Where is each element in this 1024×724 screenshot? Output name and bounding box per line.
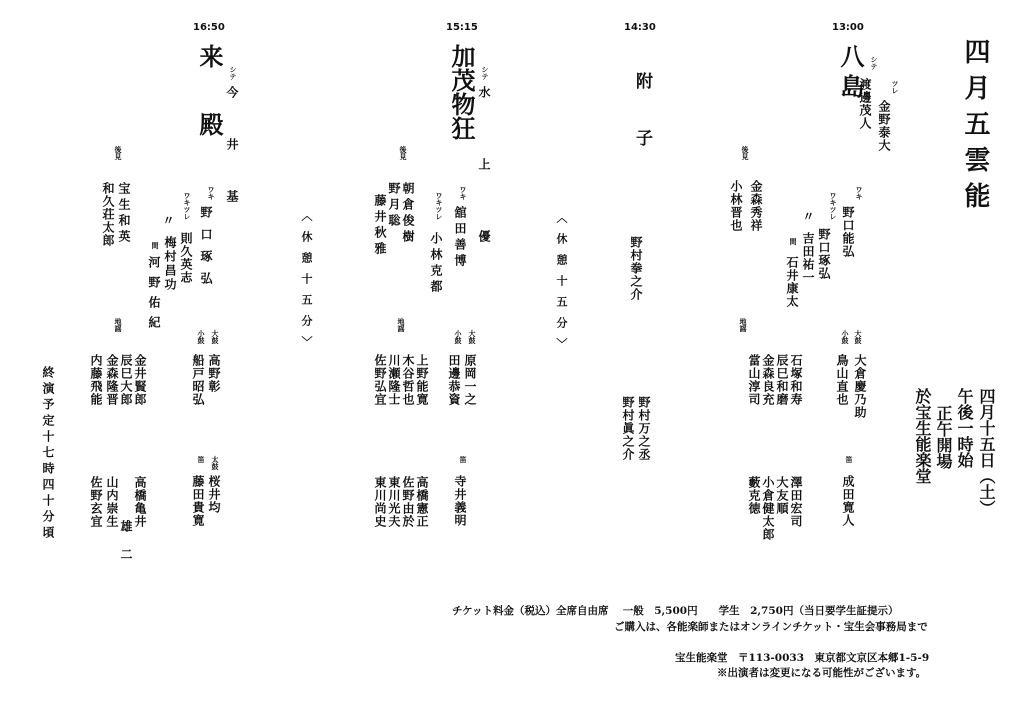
koken-name: 朝倉俊樹 [401, 182, 415, 246]
jiutai-label: 地謡 [114, 318, 123, 332]
hayashi-label: 笛 [845, 456, 854, 463]
program-time: 16:50 [193, 22, 225, 33]
performer-name: 河野佑紀 [147, 256, 161, 336]
role-label: シテ [229, 66, 238, 80]
performer-name: 野口琢弘 [199, 206, 213, 294]
jiutai-name: 上野能寛 [415, 354, 429, 406]
hayashi-label: 大鼓 [211, 330, 220, 344]
jiutai-name: 川瀬隆士 [387, 354, 401, 406]
hayashi-label: 小鼓 [454, 330, 463, 344]
program-title: 来殿 [195, 44, 224, 180]
hayashi-label: 笛 [459, 456, 468, 463]
jiutai-label: 地謡 [397, 318, 406, 332]
intermission-label: 〈休憩十五分〉 [555, 212, 568, 359]
performer-name: 渡邊茂人 [858, 78, 872, 130]
change-notice: ※出演者は変更になる可能性がございます。 [717, 667, 927, 679]
jiutai-name: 佐野玄宜 [89, 476, 103, 528]
role-label: ワキツレ [183, 192, 192, 220]
performer-name: 舘田善博 [453, 206, 467, 270]
jiutai-name: 金森良充 [761, 354, 775, 406]
jiutai-name: 佐野弘宜 [373, 354, 387, 406]
jiutai-label: 地謡 [739, 318, 748, 332]
program-time: 13:00 [832, 22, 864, 33]
role-label: 間 [151, 242, 160, 249]
program-title: 加茂物狂 [447, 44, 476, 140]
role-label: 間 [789, 238, 798, 245]
koken-name: 宝生和英 [117, 182, 131, 246]
jiutai-name: 辰巳和磨 [775, 354, 789, 406]
jiutai-name: 澤田宏司 [789, 476, 803, 528]
koken-name: 藤井秋雅 [373, 194, 387, 258]
hayashi-name: 寺井義明 [453, 475, 467, 527]
hayashi-label: 小鼓 [197, 330, 206, 344]
role-label: ワキ [459, 186, 468, 200]
hayashi-name: 船戸昭弘 [191, 354, 205, 406]
jiutai-name: 石塚和寿 [789, 354, 803, 406]
role-label: ツレ [891, 80, 900, 94]
jiutai-name: 高橋亀井 [133, 476, 147, 528]
jiutai-name: 小倉健太郎 [761, 476, 775, 541]
role-label: ワキ [855, 186, 864, 200]
jiutai-name: 山内崇生 [105, 476, 119, 528]
hayashi-name: 田邊恭資 [447, 354, 461, 406]
jiutai-name: 金森隆晋 [105, 354, 119, 406]
jiutai-name: 金井賢郎 [133, 354, 147, 406]
jiutai-name: 大友順 [775, 476, 789, 515]
role-label: ワキツレ [435, 192, 444, 220]
page-title: 四月五雲能 [960, 38, 990, 218]
role-label: シテ [870, 56, 879, 70]
jiutai-name: 内藤飛能 [89, 354, 103, 406]
kyogen-performer: 野村万之丞 [637, 396, 651, 461]
event-date: 四月十五日（土） [977, 388, 996, 516]
venue-address: 宝生能楽堂 〒113-0033 東京都文京区本郷1-5-9 [675, 652, 930, 664]
hayashi-name: 鳥山直也 [835, 354, 849, 406]
performer-name: 金野泰大 [877, 100, 891, 152]
hayashi-name: 高野彰 [207, 354, 221, 393]
jiutai-name: 辰巳大郎 [119, 354, 133, 406]
event-venue: 於宝生能楽堂 [913, 388, 932, 484]
program-title: 八島 [836, 44, 865, 104]
program-time: 15:15 [446, 22, 478, 33]
koken-name: 小林晋也 [729, 180, 743, 232]
end-time: 終演予定十七時四十分頃 [41, 366, 55, 542]
jiutai-name: 當山淳司 [747, 354, 761, 406]
jiutai-name: 雄二 [119, 520, 133, 576]
hayashi-label: 大鼓 [854, 330, 863, 344]
role-label: ワキツレ [829, 192, 838, 220]
kyogen-performer: 野村拳之介 [629, 236, 643, 301]
performer-name: 則久英志 [179, 232, 193, 284]
hayashi-name: 原岡一之 [463, 354, 477, 406]
koken-label: 後見 [114, 146, 123, 160]
program-time: 14:30 [624, 22, 656, 33]
program-title: 附子 [632, 72, 652, 186]
hayashi-label: 大鼓 [468, 330, 477, 344]
event-start-time: 午後一時始 [955, 388, 974, 468]
hayashi-name: 大倉慶乃助 [853, 354, 867, 419]
performer-name: 梅村昌功 [163, 236, 177, 292]
role-label: 〃 [161, 214, 175, 227]
jiutai-name: 高橋憲正 [415, 476, 429, 528]
role-label: シテ [481, 66, 490, 80]
performer-name: 小林克都 [429, 232, 443, 296]
koken-name: 和久荘太郎 [101, 182, 115, 247]
koken-name: 金森秀祥 [749, 180, 763, 232]
ticket-price: チケット料金（税込）全席自由席 一般 5,500円 学生 2,750円（当日要学生証提示） [452, 605, 899, 617]
ticket-purchase: ご購入は、各能楽師またはオンラインチケット・宝生会事務局まで [614, 621, 928, 633]
hayashi-name: 藤田貴寛 [191, 475, 205, 527]
koken-label: 後見 [399, 146, 408, 160]
kyogen-performer: 野村眞之介 [621, 396, 635, 461]
jiutai-name: 佐野由於 [401, 476, 415, 528]
role-label: ワキ [207, 186, 216, 200]
jiutai-name: 藪克徳 [747, 476, 761, 515]
hayashi-name: 桜井均 [207, 475, 221, 514]
performer-name: 野口能弘 [841, 206, 855, 258]
intermission-label: 〈休憩十五分〉 [300, 210, 313, 357]
performer-name: 水上優 [477, 86, 491, 302]
jiutai-name: 東川尚史 [373, 476, 387, 528]
performer-name: 吉田祐一 [801, 232, 815, 284]
jiutai-name: 東川光夫 [387, 476, 401, 528]
hayashi-label: 小鼓 [841, 330, 850, 344]
performer-name: 石井康太 [785, 256, 799, 308]
hayashi-name: 成田寛人 [841, 475, 855, 527]
performer-name: 野口琢弘 [817, 228, 831, 280]
hayashi-label: 笛 [197, 456, 206, 463]
koken-label: 後見 [741, 146, 750, 160]
role-label: 〃 [801, 210, 815, 223]
event-doors-open: 正午開場 [934, 405, 953, 469]
jiutai-name: 木谷哲也 [401, 354, 415, 406]
hayashi-label: 太鼓 [211, 456, 220, 470]
koken-name: 野月聡 [387, 182, 401, 230]
performer-name: 今井基 [225, 86, 239, 242]
